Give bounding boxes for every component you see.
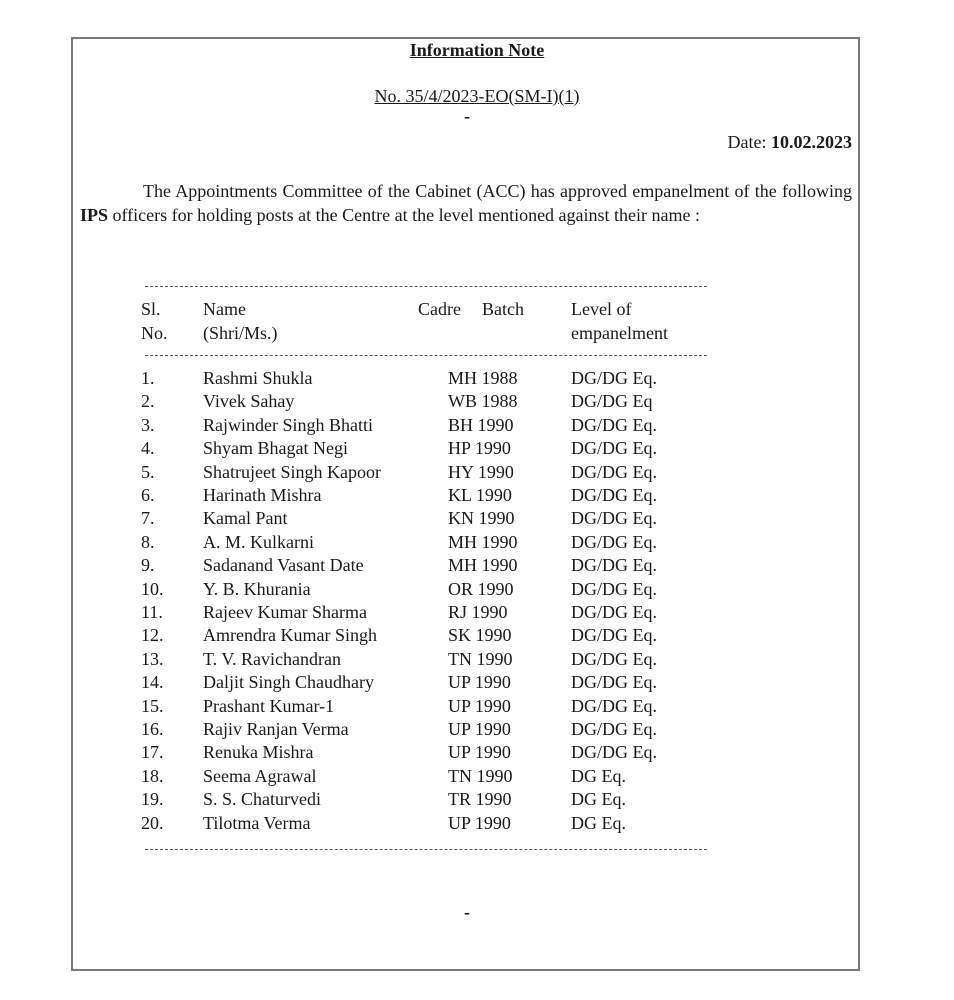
cell-cadre-batch: MH 1988 [448,368,518,388]
cell-cadre-batch: TR 1990 [448,789,512,810]
table-row [0,437,954,460]
table-row [0,788,954,811]
separator-dash-bottom: - [464,902,470,922]
cell-level: DG/DG Eq. [571,414,657,435]
cell-cadre-batch: UP 1990 [448,672,511,693]
table-rule-top [145,286,707,287]
table-row [0,507,954,530]
cell-cadre-batch: KN 1990 [448,508,515,529]
cell-name: Shyam Bhagat Negi [203,438,348,459]
cell-level: DG/DG Eq. [571,485,657,505]
table-row [0,414,954,437]
cell-sl-no: 7. [141,508,155,529]
cell-level: DG/DG Eq. [571,531,657,552]
cell-name: Rajiv Ranjan Verma [203,719,349,739]
cell-cadre-batch: UP 1990 [448,719,511,739]
table-row [0,461,954,484]
cell-name: Harinath Mishra [203,485,322,505]
cell-sl-no: 20. [141,812,164,833]
cell-level: DG Eq. [571,765,626,786]
header-sl-no [141,297,168,345]
paragraph-text-1: The Appointments Committee of the Cabinet (ACC) has approved empanelment of the following [143,181,852,201]
cell-sl-no: 13. [141,648,164,669]
intro-paragraph [80,179,852,227]
cell-cadre-batch: SK 1990 [448,625,512,646]
date-label: Date: [727,132,767,152]
paragraph-text-2: officers for holding posts at the Centre at the level mentioned against their name : [108,205,701,225]
cell-cadre-batch: HP 1990 [448,438,511,459]
cell-name: Daljit Singh Chaudhary [203,672,374,693]
cell-level: DG/DG Eq. [571,719,657,739]
table-row [0,671,954,694]
header-level-line2: empanelment [571,323,668,343]
cell-cadre-batch: TN 1990 [448,648,513,669]
cell-cadre-batch: BH 1990 [448,414,514,435]
cell-sl-no: 17. [141,742,164,763]
cell-cadre-batch: WB 1988 [448,391,518,412]
table-row [0,718,954,741]
cell-level: DG/DG Eq. [571,742,657,763]
cell-sl-no: 12. [141,625,164,646]
table-row [0,484,954,507]
cell-name: Rajeev Kumar Sharma [203,602,367,622]
table-row [0,648,954,671]
cell-level: DG/DG Eq. [571,625,657,646]
cell-sl-no: 15. [141,695,164,716]
cell-level: DG Eq. [571,812,626,833]
cell-level: DG/DG Eq [571,391,653,412]
cell-cadre-batch: MH 1990 [448,555,518,576]
table-row [0,601,954,624]
cell-sl-no: 2. [141,391,155,412]
date-line [728,132,852,153]
cell-level: DG Eq. [571,789,626,810]
table-rule-bottom [145,849,707,850]
header-sl-line2: No. [141,323,168,343]
header-sl-line1: Sl. [141,299,161,319]
cell-sl-no: 3. [141,414,155,435]
cell-name: Shatrujeet Singh Kapoor [203,461,381,482]
table-row [0,812,954,835]
table-row [0,695,954,718]
cell-name: Seema Agrawal [203,765,317,786]
cell-name: Vivek Sahay [203,391,295,412]
cell-sl-no: 6. [141,485,155,505]
cell-name: Tilotma Verma [203,812,311,833]
cell-name: Sadanand Vasant Date [203,555,364,576]
cell-cadre-batch: MH 1990 [448,531,518,552]
cell-level: DG/DG Eq. [571,461,657,482]
cell-cadre-batch: UP 1990 [448,812,511,833]
cell-name: Prashant Kumar-1 [203,695,335,716]
cell-level: DG/DG Eq. [571,602,657,622]
cell-cadre-batch: UP 1990 [448,742,511,763]
cell-sl-no: 4. [141,438,155,459]
cell-name: S. S. Chaturvedi [203,789,322,810]
cell-sl-no: 11. [141,602,163,622]
header-name-line1: Name [203,299,246,319]
reference-number: No. 35/4/2023-EO(SM-I)(1) [374,86,580,106]
cell-sl-no: 5. [141,461,155,482]
separator-dash-top: - [464,106,470,126]
cell-cadre-batch: HY 1990 [448,461,514,482]
cell-cadre-batch: RJ 1990 [448,602,508,622]
cell-sl-no: 8. [141,531,155,552]
cell-sl-no: 9. [141,555,155,576]
header-name [203,297,278,345]
cell-level: DG/DG Eq. [571,672,657,693]
cell-name: Rashmi Shukla [203,368,313,388]
cell-level: DG/DG Eq. [571,695,657,716]
cell-level: DG/DG Eq. [571,648,657,669]
document-title: Information Note [409,40,545,60]
table-row [0,765,954,788]
header-name-line2: (Shri/Ms.) [203,323,278,343]
cell-level: DG/DG Eq. [571,508,657,529]
table-row [0,741,954,764]
paragraph-bold-service: IPS [80,205,109,225]
date-value: 10.02.2023 [771,132,852,152]
header-level [571,297,668,345]
cell-name: Kamal Pant [203,508,288,529]
cell-level: DG/DG Eq. [571,578,657,599]
table-row [0,531,954,554]
cell-name: Renuka Mishra [203,742,314,763]
cell-level: DG/DG Eq. [571,555,657,576]
header-batch: Batch [482,299,524,319]
cell-name: T. V. Ravichandran [203,648,341,669]
cell-name: Rajwinder Singh Bhatti [203,414,373,435]
cell-cadre-batch: TN 1990 [448,765,513,786]
cell-cadre-batch: OR 1990 [448,578,514,599]
cell-sl-no: 1. [141,368,155,388]
cell-name: Y. B. Khurania [203,578,311,599]
table-row [0,624,954,647]
cell-name: A. M. Kulkarni [203,531,314,552]
header-level-line1: Level of [571,299,632,319]
cell-sl-no: 18. [141,765,164,786]
cell-sl-no: 10. [141,578,164,599]
table-row [0,390,954,413]
cell-cadre-batch: KL 1990 [448,485,512,505]
table-row [0,578,954,601]
table-row [0,367,954,390]
cell-sl-no: 19. [141,789,164,810]
cell-sl-no: 14. [141,672,164,693]
table-row [0,554,954,577]
cell-cadre-batch: UP 1990 [448,695,511,716]
cell-name: Amrendra Kumar Singh [203,625,377,646]
cell-level: DG/DG Eq. [571,368,657,388]
cell-level: DG/DG Eq. [571,438,657,459]
table-rule-header [145,355,707,356]
header-cadre: Cadre [418,299,461,319]
cell-sl-no: 16. [141,719,164,739]
